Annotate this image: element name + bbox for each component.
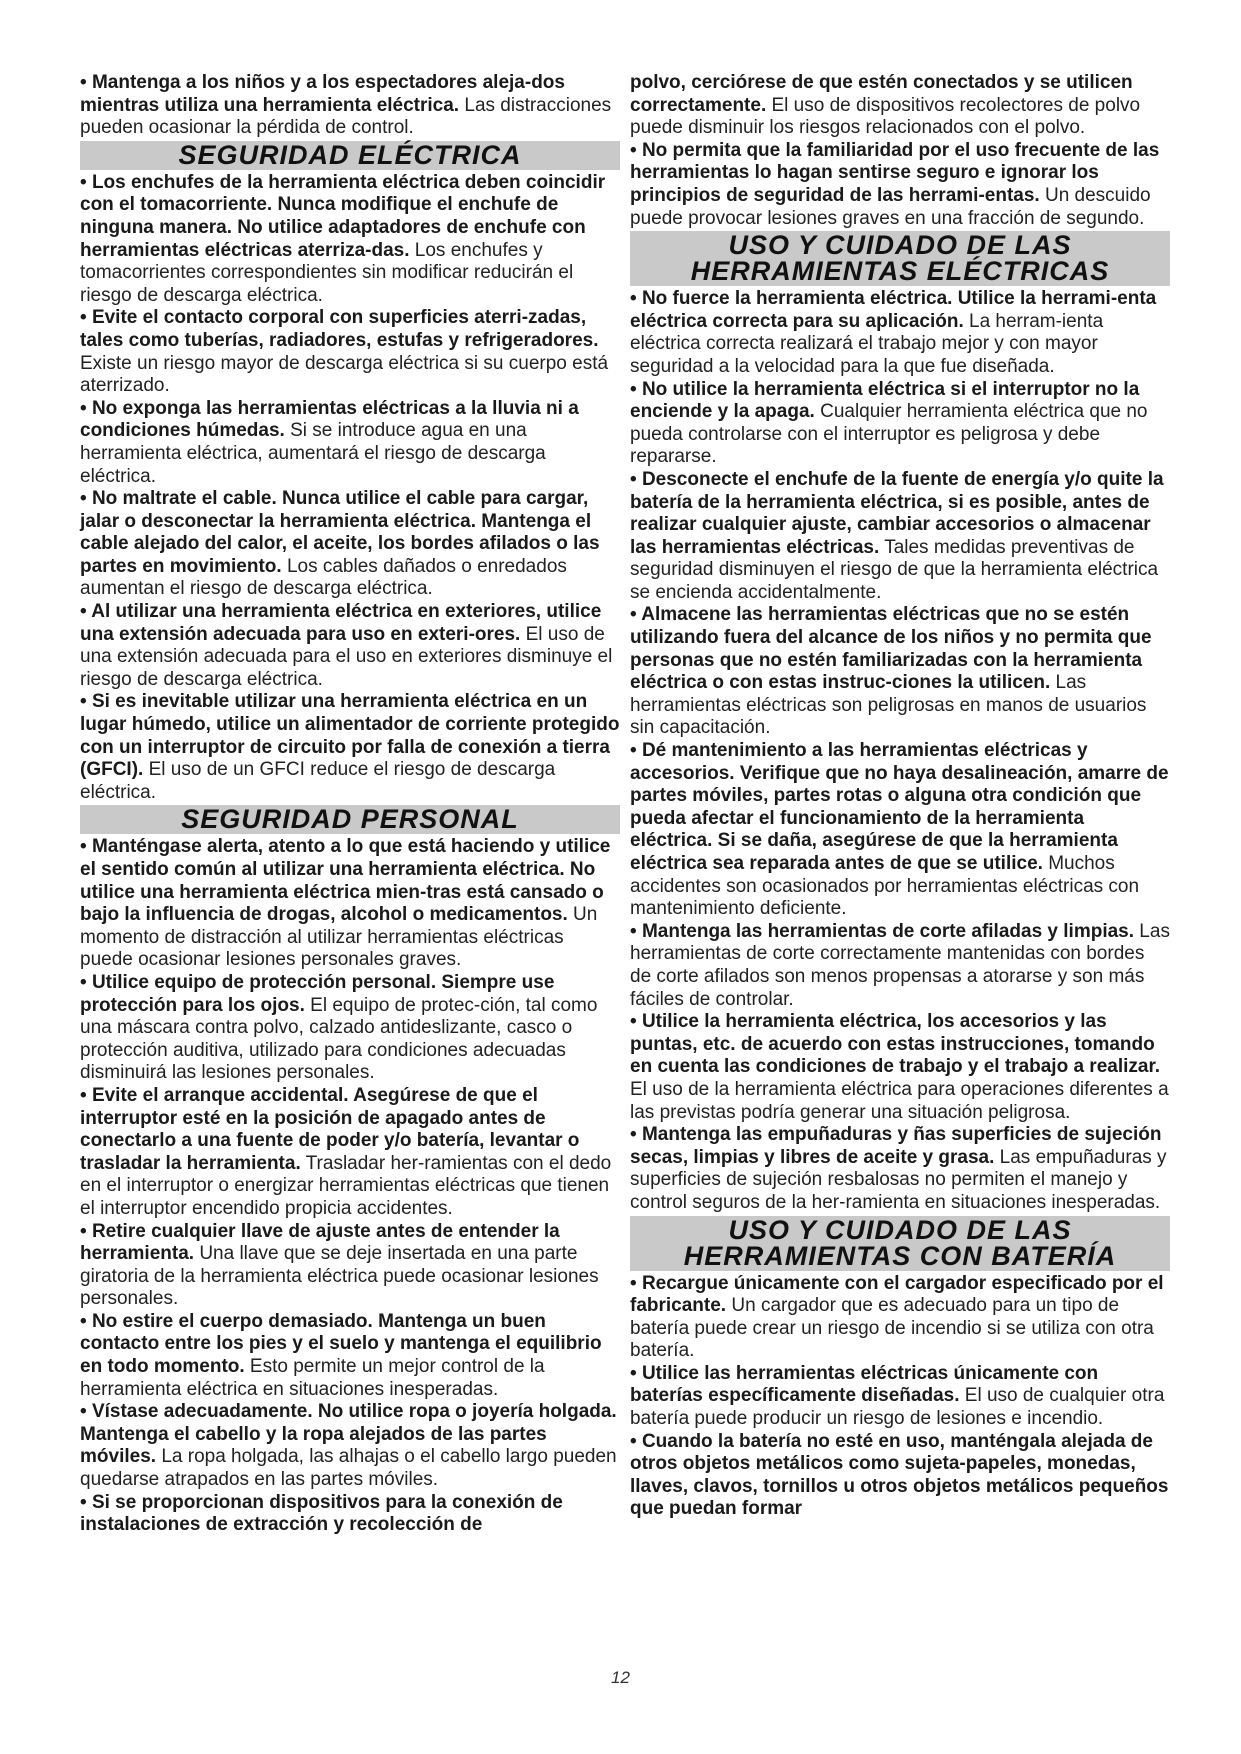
instruction-body-text: Los cables dañados o enredados aumentan el riesgo de descarga eléctrica. [80,555,567,600]
instruction-body-text: El uso de dispositivos recolectores de polvo puede disminuir los riesgos relacionados con el polvo. [630,94,1141,139]
instruction-body-text: La herram-ienta eléctrica correcta realizará el trabajo mejor y con mayor seguridad a la velocidad para la que fue diseñada. [630,310,1104,377]
safety-instruction [630,379,1170,469]
safety-instruction [630,140,1170,230]
safety-instruction [80,1311,620,1401]
bullet-icon: • [630,1430,642,1452]
section-heading-line: SEGURIDAD ELÉCTRICA [178,139,522,170]
safety-instruction [630,921,1170,1011]
instruction-body-text: Trasladar her-ramientas con el dedo en el interruptor o energizar herramientas eléctricas que tienen el interruptor encendido propicia accidentes. [80,1152,612,1219]
instruction-body-text: El uso de la herramienta eléctrica para operaciones diferentes a las previstas podría generar una situación peligrosa. [630,1078,1169,1123]
safety-instruction [630,1011,1170,1124]
bullet-icon: • [80,1491,92,1513]
page-number: 12 [611,1668,630,1687]
bullet-icon: • [80,971,92,993]
instruction-body-text: Esto permite un mejor control de la herramienta eléctrica en situaciones inesperadas. [80,1356,545,1400]
bullet-icon: • [630,468,642,490]
bullet-icon: • [80,1084,92,1106]
instruction-bold-text: Evite el contacto corporal con superficies aterri-zadas, tales como tuberías, radiadores, estufas y refrigeradores. [80,307,599,351]
bullet-icon: • [80,488,92,510]
instruction-body-text: El uso de un GFCI reduce el riesgo de descarga eléctrica. [80,759,556,803]
instruction-body-text: Una llave que se deje insertada en una parte giratoria de la herramienta eléctrica puede ocasionar lesiones personales. [80,1243,599,1310]
safety-instruction [80,172,620,308]
bullet-icon: • [630,1362,642,1384]
bullet-icon: • [630,604,642,626]
safety-instruction [630,1273,1170,1363]
instruction-bold-text: No estire el cuerpo demasiado. Mantenga un buen contacto entre los pies y el suelo y mantenga el equilibrio en todo momento. [80,1310,602,1378]
instruction-bold-text: Evite el arranque accidental. Asegúrese de que el interruptor esté en la posición de apagado antes de conectarlo a una fuente de poder y/o batería, levantar o trasladar la herramienta. [80,1084,580,1174]
section-heading [630,1216,1170,1271]
instruction-bold-text: Cuando la batería no esté en uso, manténgala alejada de otros objetos metálicos como sujeta-papeles, monedas, llaves, clavos, tornillos u otros objetos metálicos pequeños que puedan formar [630,1430,1169,1520]
section-heading-line: USO Y CUIDADO DE LAS [728,230,1072,261]
bullet-icon: • [630,288,642,310]
instruction-body-text: Las empuñaduras y superficies de sujeción resbalosas no permiten el manejo y control seguros de la her-ramienta en situaciones inesperadas. [630,1146,1167,1213]
instruction-body-text: Las herramientas de corte correctamente mantenidas con bordes de corte afilados son menos propensas a atorarse y son más fáciles de controlar. [630,920,1170,1010]
section-heading [80,141,620,170]
bullet-icon: • [630,1124,642,1146]
instruction-bold-text: No permita que la familiaridad por el uso frecuente de las herramientas lo hagan sentirse seguro e ignorar los principios de seguridad de las herrami-entas. [630,139,1160,206]
instruction-body-text: Cualquier herramienta eléctrica que no pueda controlarse con el interruptor es peligrosa y debe repararse. [630,401,1148,468]
instruction-bold-text: Vístase adecuadamente. No utilice ropa o joyería holgada. Mantenga el cabello y la ropa alejados de las partes móviles. [80,1401,617,1468]
bullet-icon: • [630,740,642,762]
instruction-bold-text: Utilice equipo de protección personal. Siempre use protección para los ojos. [80,971,555,1016]
safety-instruction [630,469,1170,605]
bullet-icon: • [80,1401,92,1423]
section-heading-line: SEGURIDAD PERSONAL [181,804,519,835]
instruction-body-text: Un cargador que es adecuado para un tipo de batería puede crear un riesgo de incendio si se utiliza con otra batería. [630,1295,1154,1362]
instruction-bold-text: polvo, cerciórese de que estén conectados y se utilicen correctamente. [630,72,1133,116]
instruction-bold-text: Utilice las herramientas eléctricas únicamente con baterías específicamente diseñadas. [630,1362,1099,1407]
instruction-body-text: Un descuido puede provocar lesiones graves en una fracción de segundo. [630,184,1151,229]
instruction-bold-text: Utilice la herramienta eléctrica, los accesorios y las puntas, etc. de acuerdo con estas instrucciones, tomando en cuenta las condiciones de trabajo y el trabajo a realizar. [630,1011,1161,1078]
safety-instruction [80,1401,620,1491]
instruction-bold-text: Mantenga a los niños y a los espectadores aleja-dos mientras utiliza una herramienta eléctrica. [80,72,565,116]
bullet-icon: • [80,397,92,419]
instruction-bold-text: Los enchufes de la herramienta eléctrica deben coincidir con el tomacorriente. Nunca modifique el enchufe de ninguna manera. No utilice adaptadores de enchufe con herramientas eléctricas aterriza-das. [80,171,606,261]
instruction-bold-text: No fuerce la herramienta eléctrica. Utilice la herrami-enta eléctrica correcta para su aplicación. [630,288,1157,332]
instruction-bold-text: Si se proporcionan dispositivos para la conexión de instalaciones de extracción y recolección de [80,1491,563,1536]
bullet-icon: • [80,1220,92,1242]
safety-instruction [630,1363,1170,1431]
instruction-body-text: El uso de cualquier otra batería puede producir un riesgo de lesiones e incendio. [630,1385,1165,1430]
section-heading-line: HERRAMIENTAS ELÉCTRICAS [690,256,1110,287]
bullet-icon: • [80,691,92,713]
safety-instruction [80,1085,620,1221]
instruction-bold-text: No utilice la herramienta eléctrica si el interruptor no la enciende y la apaga. [630,378,1140,423]
safety-instruction [80,1221,620,1311]
instruction-bold-text: Mantenga las empuñaduras y ñas superficies de sujeción secas, limpias y libres de aceite y grasa. [630,1124,1162,1168]
instruction-bold-text: Mantenga las herramientas de corte afiladas y limpias. [641,920,1135,942]
instruction-bold-text: Recargue únicamente con el cargador especificado por el fabricante. [630,1272,1164,1317]
bullet-icon: • [80,72,92,93]
safety-instruction [80,601,620,691]
bullet-icon: • [630,920,642,942]
safety-instruction [630,288,1170,378]
safety-instruction [80,398,620,488]
instruction-bold-text: Al utilizar una herramienta eléctrica en exteriores, utilice una extensión adecuada para uso en exteri-ores. [80,601,602,645]
instruction-body-text: Un momento de distracción al utilizar herramientas eléctricas puede ocasionar lesiones personales graves. [80,904,598,971]
instruction-body-text: El uso de una extensión adecuada para el uso en exteriores disminuye el riesgo de descarga eléctrica. [80,623,613,690]
instruction-bold-text: Almacene las herramientas eléctricas que no se estén utilizando fuera del alcance de los niños y no permita que personas que no estén familiarizadas con la herramienta eléctrica o con estas instruc-ciones la utilicen. [630,604,1152,694]
bullet-icon: • [80,601,92,623]
instruction-body-text: Tales medidas preventivas de seguridad disminuyen el riesgo de que la herramienta eléctrica se encienda accidentalmente. [630,536,1159,603]
bullet-icon: • [80,307,92,329]
bullet-icon: • [80,171,92,193]
instruction-body-text: Los enchufes y tomacorrientes correspondientes sin modificar reducirán el riesgo de descarga eléctrica. [80,239,574,306]
instruction-bold-text: Desconecte el enchufe de la fuente de energía y/o quite la batería de la herramienta eléctrica, si es posible, antes de realizar cualquier ajuste, cambiar accesorios o almacenar las herramientas eléctricas. [630,468,1164,558]
bullet-icon: • [630,139,642,161]
instruction-body-text: Las herramientas eléctricas son peligrosas en manos de usuarios sin capacitación. [630,672,1147,739]
instruction-bold-text: No exponga las herramientas eléctricas a la lluvia ni a condiciones húmedas. [80,397,579,442]
section-heading [80,805,620,834]
instruction-body-text: La ropa holgada, las alhajas o el cabello largo pueden quedarse atrapados en las partes móviles. [80,1446,617,1491]
safety-instruction [80,972,620,1085]
right-column [630,72,1170,1521]
bullet-icon: • [80,836,92,858]
section-heading [630,231,1170,286]
safety-instruction [630,1431,1170,1521]
instruction-bold-text: No maltrate el cable. Nunca utilice el cable para cargar, jalar o desconectar la herramienta eléctrica. Mantenga el cable alejado del calor, el aceite, los bordes afilados o las partes en movimiento. [80,488,600,577]
instruction-bold-text: Si es inevitable utilizar una herramienta eléctrica en un lugar húmedo, utilice un alimentador de corriente protegido con un interruptor de circuito por falla de conexión a tierra (GFCI). [80,691,620,781]
section-heading-line: USO Y CUIDADO DE LAS [728,1214,1072,1245]
safety-instruction [80,72,620,140]
safety-instruction [80,836,620,972]
instruction-bold-text: Manténgase alerta, atento a lo que está haciendo y utilice el sentido común al utilizar una herramienta eléctrica. No utilice una herramienta eléctrica mien-tras está cansado o bajo la influencia de drogas, alcohol o medicamentos. [80,836,611,926]
bullet-icon: • [80,1310,92,1332]
instruction-body-text: Las distracciones pueden ocasionar la pérdida de control. [80,94,612,139]
bullet-icon: • [630,378,642,400]
instruction-body-text: El equipo de protec-ción, tal como una máscara contra polvo, calzado antideslizante, casco o protección auditiva, utilizado para condiciones adecuadas disminuirá las lesiones personales. [80,994,598,1084]
instruction-body-text: Existe un riesgo mayor de descarga eléctrica si su cuerpo está aterrizado. [80,352,609,397]
safety-instruction [80,1492,620,1537]
safety-instruction [630,1124,1170,1214]
bullet-icon: • [630,1011,642,1033]
safety-instruction [80,691,620,804]
instruction-bold-text: Dé mantenimiento a las herramientas eléctricas y accesorios. Verifique que no haya desalineación, amarre de partes móviles, partes rotas o alguna otra condición que pueda afectar el funcionamiento de la herramienta eléctrica. Si se daña, asegúrese de que la herramienta eléctrica sea reparada antes de que se utilice. [630,740,1169,874]
section-heading-line: HERRAMIENTAS CON BATERÍA [683,1240,1117,1271]
bullet-icon: • [630,1272,642,1294]
instruction-bold-text: Retire cualquier llave de ajuste antes de entender la herramienta. [80,1220,560,1265]
instruction-body-text: Si se introduce agua en una herramienta eléctrica, aumentará el riesgo de descarga eléctrica. [80,420,546,487]
safety-instruction [630,72,1170,140]
left-column [80,72,620,1537]
safety-instruction [630,604,1170,740]
safety-instruction [630,740,1170,921]
safety-instruction [80,488,620,601]
safety-instruction [80,307,620,397]
instruction-body-text: Muchos accidentes son ocasionados por herramientas eléctricas con mantenimiento deficiente. [630,853,1140,920]
